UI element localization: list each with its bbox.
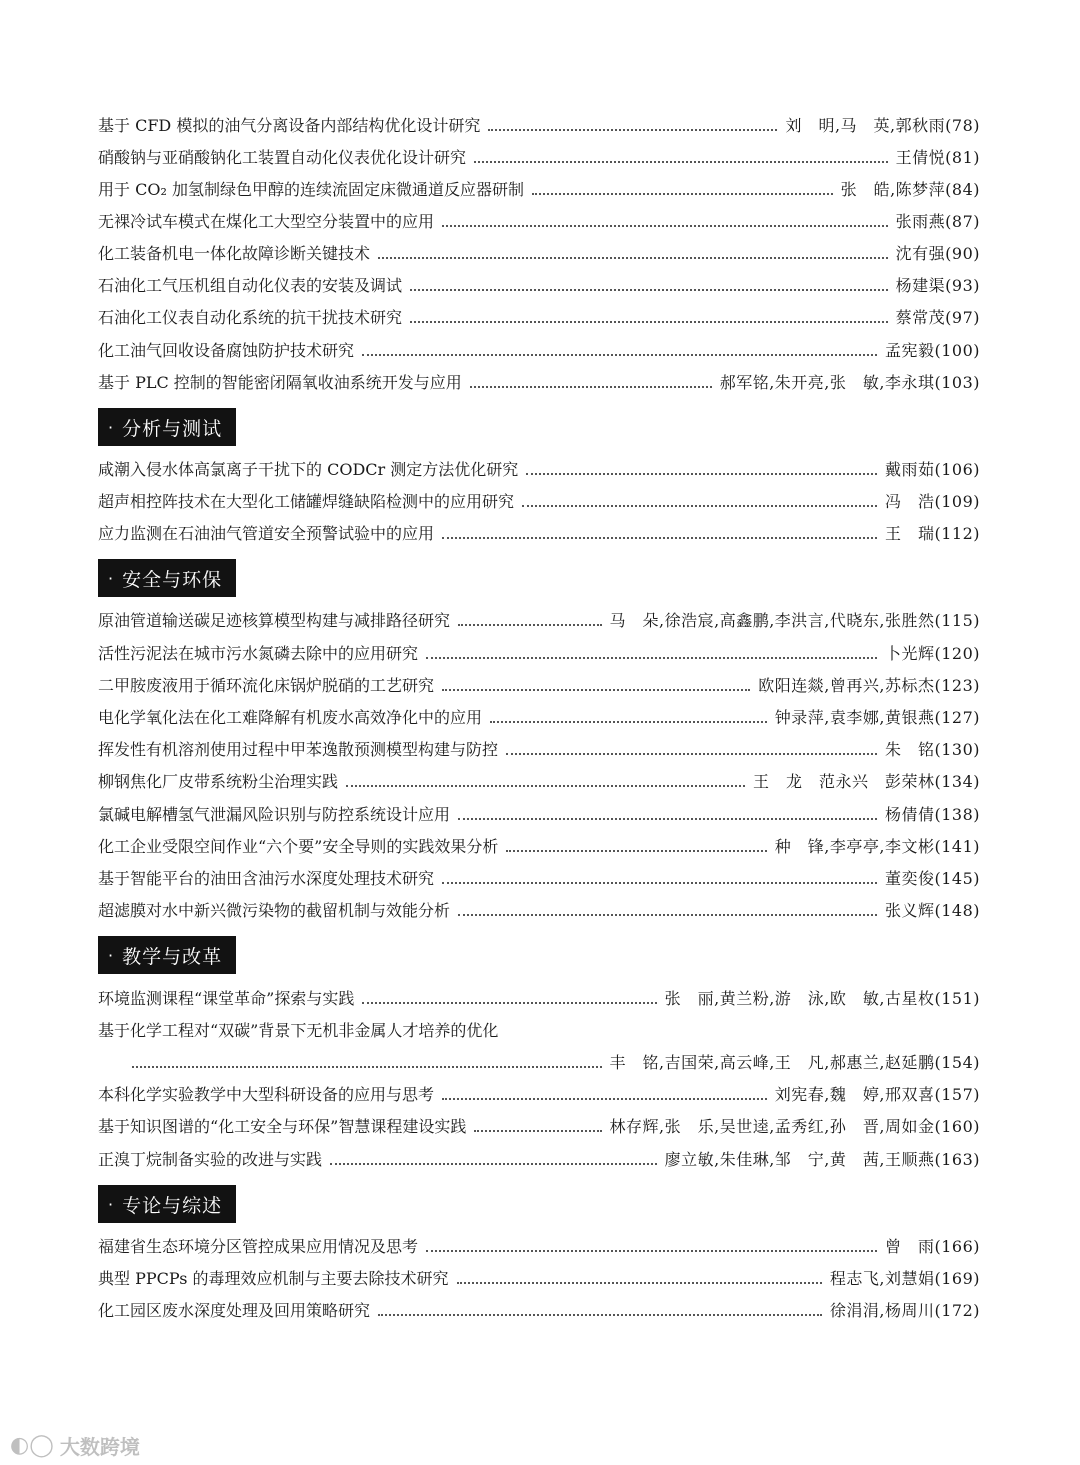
- entry-authors: 王 瑞(112): [884, 524, 980, 543]
- entry-authors: 沈有强(90): [895, 244, 980, 263]
- dot-leader: [410, 289, 888, 291]
- section-header-review: [98, 1185, 236, 1223]
- entry-title: 挥发性有机溶剂使用过程中甲苯逸散预测模型构建与防控: [98, 740, 499, 759]
- entry-title: 正溴丁烷制备实验的改进与实践: [98, 1150, 323, 1169]
- dot-leader: [378, 1314, 822, 1316]
- entry-authors: 曾 雨(166): [884, 1237, 980, 1256]
- entry-authors: 冯 浩(109): [884, 492, 980, 511]
- toc-entry: [98, 1082, 980, 1108]
- dot-leader: [458, 914, 877, 916]
- entry-title: 基于 PLC 控制的智能密闭隔氧收油系统开发与应用: [98, 373, 462, 392]
- entry-title: 超滤膜对水中新兴微污染物的截留机制与效能分析: [98, 901, 451, 920]
- entry-authors: 刘宪春,魏 婷,邢双喜(157): [774, 1085, 980, 1104]
- bullet-icon: ·: [108, 1194, 115, 1214]
- toc-entry: [98, 737, 980, 763]
- toc-entry: [98, 673, 980, 699]
- toc-entry-continuation: [98, 1050, 980, 1076]
- toc-entry: [98, 1114, 980, 1140]
- entry-title: 电化学氧化法在化工难降解有机废水高效净化中的应用: [98, 708, 483, 727]
- entry-authors: 蔡常茂(97): [895, 308, 980, 327]
- entry-title: 石油化工气压机组自动化仪表的安装及调试: [98, 276, 403, 295]
- toc-entry: [98, 145, 980, 171]
- dot-leader: [458, 624, 602, 626]
- entry-title: 无裸冷试车模式在煤化工大型空分装置中的应用: [98, 212, 435, 231]
- section-label: 分析与测试: [122, 417, 223, 440]
- entry-authors: 王 龙 范永兴 彭荣林(134): [752, 772, 980, 791]
- entry-title: 化工油气回收设备腐蚀防护技术研究: [98, 341, 355, 360]
- section-label: 专论与综述: [122, 1194, 223, 1217]
- entry-authors: 马 朵,徐浩宸,高鑫鹏,李洪言,代晓东,张胜然(115): [609, 611, 980, 630]
- entry-authors: 王倩悦(81): [895, 148, 980, 167]
- dot-leader: [378, 257, 888, 259]
- toc-entry: [98, 769, 980, 795]
- dot-leader: [330, 1163, 657, 1165]
- toc-entry: [98, 641, 980, 667]
- toc-entry: [98, 241, 980, 267]
- toc-entry: [98, 1147, 980, 1173]
- entry-title: 硝酸钠与亚硝酸钠化工装置自动化仪表优化设计研究: [98, 148, 467, 167]
- dot-leader: [132, 1066, 602, 1068]
- entry-authors: 程志飞,刘慧娟(169): [829, 1269, 980, 1288]
- dot-leader: [362, 1002, 656, 1004]
- entry-title: 应力监测在石油油气管道安全预警试验中的应用: [98, 524, 435, 543]
- entry-title: 柳钢焦化厂皮带系统粉尘治理实践: [98, 772, 339, 791]
- toc-entry: [98, 457, 980, 483]
- dot-leader: [442, 1098, 767, 1100]
- toc-entry: [98, 305, 980, 331]
- dot-leader: [490, 721, 767, 723]
- entry-authors: 卜光辉(120): [884, 644, 980, 663]
- entry-authors: 丰 铭,吉国荣,高云峰,王 凡,郝惠兰,赵延鹏(154): [609, 1053, 980, 1072]
- dot-leader: [362, 354, 877, 356]
- toc-entry: [98, 370, 980, 396]
- dot-leader: [426, 1250, 877, 1252]
- dot-leader: [442, 882, 877, 884]
- entry-title: 化工园区废水深度处理及回用策略研究: [98, 1301, 371, 1320]
- toc-entry: [98, 866, 980, 892]
- entry-title: 基于化学工程对“双碳”背景下无机非金属人才培养的优化: [98, 1021, 499, 1040]
- entry-title: 环境监测课程“课堂革命”探索与实践: [98, 989, 355, 1008]
- entry-title: 典型 PPCPs 的毒理效应机制与主要去除技术研究: [98, 1269, 449, 1288]
- dot-leader: [522, 505, 877, 507]
- entry-title: 用于 CO₂ 加氢制绿色甲醇的连续流固定床微通道反应器研制: [98, 180, 524, 199]
- entry-authors: 种 锋,李亭亭,李文彬(141): [774, 837, 980, 856]
- entry-title: 原油管道输送碳足迹核算模型构建与减排路径研究: [98, 611, 451, 630]
- toc-entry: [98, 705, 980, 731]
- toc-entry: [98, 489, 980, 515]
- watermark-logo-icon: ◐◯: [10, 1432, 54, 1458]
- entry-authors: 欧阳连燚,曾再兴,苏标杰(123): [758, 676, 980, 695]
- entry-authors: 戴雨茹(106): [884, 460, 980, 479]
- entry-authors: 张义辉(148): [884, 901, 980, 920]
- toc-entry: [98, 1298, 980, 1324]
- dot-leader: [410, 321, 888, 323]
- toc-entry: [98, 1266, 980, 1292]
- entry-authors: 杨倩倩(138): [884, 805, 980, 824]
- entry-title: 本科化学实验教学中大型科研设备的应用与思考: [98, 1085, 435, 1104]
- entry-title: 氯碱电解槽氢气泄漏风险识别与防控系统设计应用: [98, 805, 451, 824]
- entry-title: 化工装备机电一体化故障诊断关键技术: [98, 244, 371, 263]
- toc-entry: [98, 273, 980, 299]
- toc-entry: [98, 898, 980, 924]
- entry-authors: 张雨燕(87): [895, 212, 980, 231]
- toc-entry: [98, 521, 980, 547]
- toc-entry: [98, 113, 980, 139]
- dot-leader: [470, 386, 712, 388]
- section-header-safety: [98, 559, 236, 597]
- toc-entry: [98, 802, 980, 828]
- toc-entry: [98, 1018, 980, 1044]
- toc-entry: [98, 177, 980, 203]
- dot-leader: [532, 193, 833, 195]
- dot-leader: [457, 1282, 822, 1284]
- entry-authors: 郝军铭,朱开亮,张 敏,李永琪(103): [719, 373, 980, 392]
- toc-entry: [98, 338, 980, 364]
- dot-leader: [442, 689, 750, 691]
- entry-title: 二甲胺废液用于循环流化床锅炉脱硝的工艺研究: [98, 676, 435, 695]
- bullet-icon: ·: [108, 417, 115, 437]
- toc-entry: [98, 209, 980, 235]
- section-header-teaching: [98, 936, 236, 974]
- watermark-text: 大数跨境: [59, 1434, 140, 1459]
- toc-entry: [98, 1234, 980, 1260]
- bullet-icon: ·: [108, 568, 115, 588]
- bullet-icon: ·: [108, 945, 115, 965]
- section-header-analysis: [98, 408, 236, 446]
- entry-authors: 徐涓涓,杨周川(172): [829, 1301, 980, 1320]
- entry-authors: 钟录萍,袁李娜,黄银燕(127): [774, 708, 980, 727]
- watermark: [10, 1430, 140, 1460]
- entry-authors: 林存辉,张 乐,吴世逵,孟秀红,孙 晋,周如金(160): [609, 1117, 980, 1136]
- dot-leader: [488, 129, 777, 131]
- section-label: 教学与改革: [122, 945, 223, 968]
- dot-leader: [506, 850, 766, 852]
- section-label: 安全与环保: [122, 568, 223, 591]
- toc-entry: [98, 834, 980, 860]
- dot-leader: [526, 473, 877, 475]
- entry-title: 咸潮入侵水体高氯离子干扰下的 CODCr 测定方法优化研究: [98, 460, 519, 479]
- dot-leader: [346, 785, 745, 787]
- entry-title: 超声相控阵技术在大型化工储罐焊缝缺陷检测中的应用研究: [98, 492, 515, 511]
- entry-title: 石油化工仪表自动化系统的抗干扰技术研究: [98, 308, 403, 327]
- entry-title: 福建省生态环境分区管控成果应用情况及思考: [98, 1237, 419, 1256]
- entry-title: 活性污泥法在城市污水氮磷去除中的应用研究: [98, 644, 419, 663]
- entry-title: 基于知识图谱的“化工安全与环保”智慧课程建设实践: [98, 1117, 467, 1136]
- entry-authors: 孟宪毅(100): [884, 341, 980, 360]
- dot-leader: [458, 818, 877, 820]
- dot-leader: [442, 225, 888, 227]
- entry-title: 化工企业受限空间作业“六个要”安全导则的实践效果分析: [98, 837, 499, 856]
- toc-entry: [98, 986, 980, 1012]
- dot-leader: [474, 1130, 601, 1132]
- entry-authors: 张 丽,黄兰粉,游 泳,欧 敏,古星枚(151): [664, 989, 980, 1008]
- entry-title: 基于 CFD 模拟的油气分离设备内部结构优化设计研究: [98, 116, 481, 135]
- toc-entry: [98, 608, 980, 634]
- entry-authors: 廖立敏,朱佳琳,邹 宁,黄 茜,王顺燕(163): [664, 1150, 980, 1169]
- entry-authors: 刘 明,马 英,郭秋雨(78): [785, 116, 980, 135]
- entry-authors: 杨建渠(93): [895, 276, 980, 295]
- entry-authors: 张 皓,陈梦萍(84): [840, 180, 980, 199]
- entry-authors: 朱 铭(130): [884, 740, 980, 759]
- dot-leader: [426, 657, 877, 659]
- dot-leader: [442, 537, 877, 539]
- dot-leader: [474, 161, 888, 163]
- entry-title: 基于智能平台的油田含油污水深度处理技术研究: [98, 869, 435, 888]
- entry-authors: 董奕俊(145): [884, 869, 980, 888]
- dot-leader: [506, 753, 877, 755]
